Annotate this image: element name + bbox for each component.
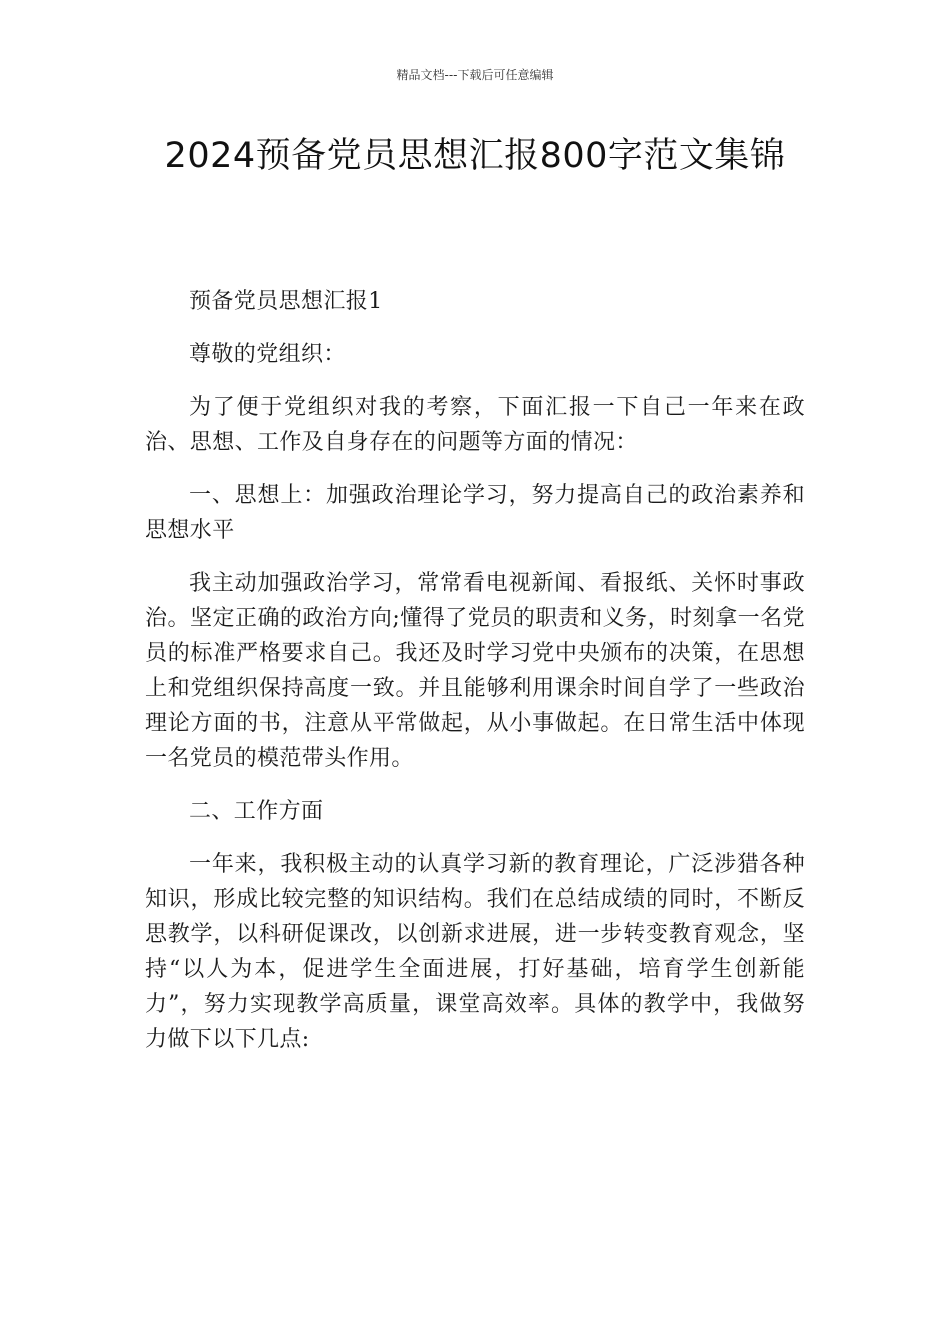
body-paragraph: 为了便于党组织对我的考察，下面汇报一下自己一年来在政治、思想、工作及自身存在的问题等方面的情况： (145, 395, 805, 455)
page-header-note: 精品文档---下载后可任意编辑 (396, 68, 554, 82)
report-subtitle: 预备党员思想汇报1 (189, 289, 383, 314)
section-heading-work: 二、工作方面 (189, 799, 324, 824)
body-paragraph: 一年来，我积极主动的认真学习新的教育理论，广泛涉猎各种知识，形成比较完整的知识结构。我们在总结成绩的同时，不断反思教学，以科研促课改，以创新求进展，进一步转变教育观念，坚持“以人为本，促进学生全面进展，打好基础，培育学生创新能力”，努力实现教学高质量，课堂高效率。具体的教学中，我做努力做下以下几点: (145, 852, 805, 1052)
body-paragraph: 我主动加强政治学习，常常看电视新闻、看报纸、关怀时事政治。坚定正确的政治方向;懂得了党员的职责和义务，时刻拿一名党员的标准严格要求自己。我还及时学习党中央颁布的决策，在思想上和党组织保持高度一致。并且能够利用课余时间自学了一些政治理论方面的书，注意从平常做起，从小事做起。在日常生活中体现一名党员的模范带头作用。 (145, 571, 805, 771)
salutation: 尊敬的党组织： (189, 342, 346, 367)
document-body (145, 284, 805, 1075)
document-title: 2024预备党员思想汇报800字范文集锦 (164, 136, 786, 176)
section-heading-thought: 一、思想上：加强政治理论学习，努力提高自己的政治素养和思想水平 (145, 483, 805, 543)
